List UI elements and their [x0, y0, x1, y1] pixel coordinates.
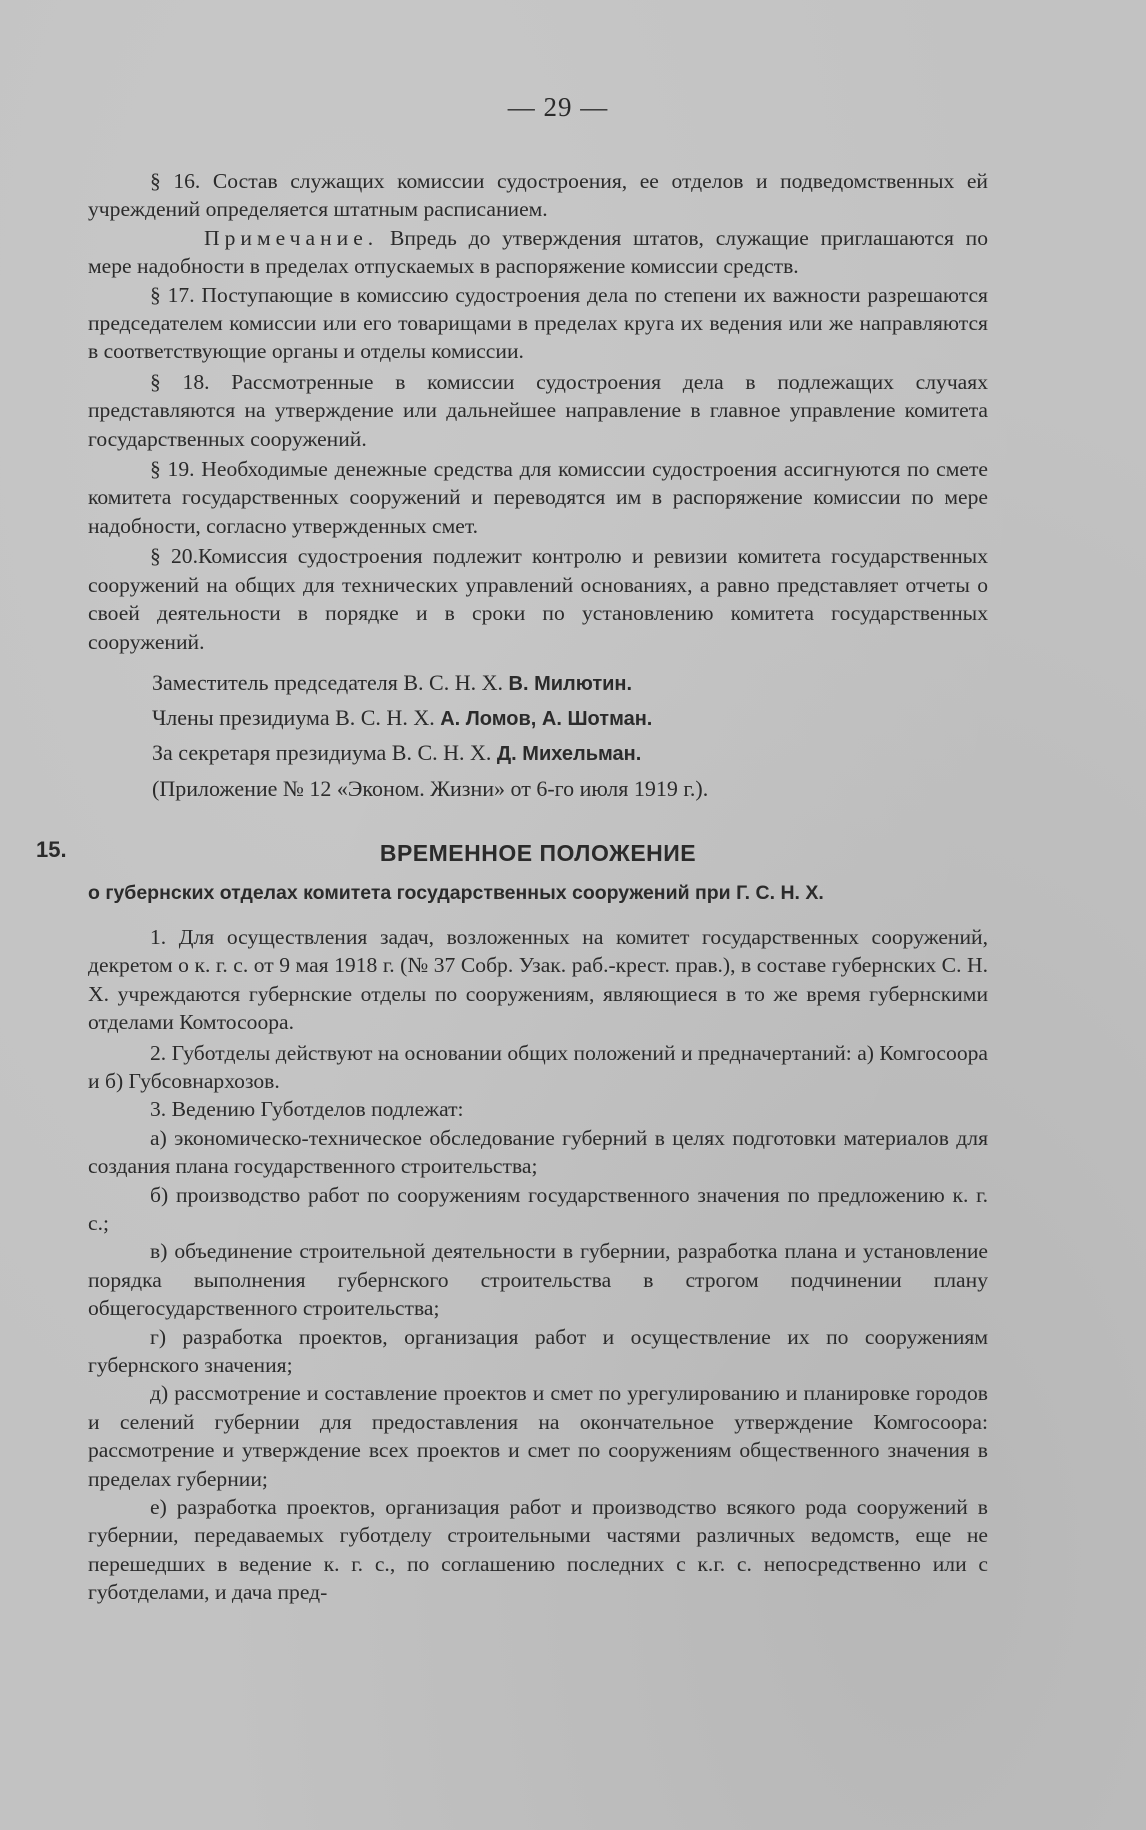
signature-title: Заместитель председателя В. С. Н. Х.	[152, 669, 504, 695]
note-text: Впредь до утверждения штатов, служащие приглашаются по мере надобности в пределах отпускаемых в распоряжение комиссии средств.	[88, 225, 988, 279]
section-heading-row	[36, 831, 988, 875]
paragraph-17: § 17. Поступающие в комиссию судостроения дела по степени их важности разрешаются председателем комиссии или его товарищами в пределах круга их ведения или же направляются в соответствующие органы и отделы комиссии.	[88, 282, 988, 364]
item-2: 2. Губотделы действуют на основании общих положений и предначертаний: а) Комгосоора и б) Губсовнархозов.	[88, 1040, 988, 1093]
paragraph-19: § 19. Необходимые денежные средства для комиссии судостроения ассигнуются по смете комитета государственных сооружений и переводятся им в распоряжение комиссии по мере надобности, согласно утвержденных смет.	[88, 457, 988, 538]
paragraph-18: § 18. Рассмотренные в комиссии судостроения дела в подлежащих случаях представляются на утверждение или дальнейшее направление в главное управление комитета государственных сооружений.	[88, 369, 988, 451]
page-number: — 29 —	[507, 92, 609, 122]
item-3a: а) экономическо-техническое обследование губерний в целях подготовки материалов для создания плана государственного строительства;	[88, 1125, 988, 1179]
signature-name: А. Ломов, А. Шотман.	[440, 707, 653, 730]
source-note: (Приложение № 12 «Эконом. Жизни» от 6-го июля 1919 г.).	[152, 775, 709, 801]
page-content	[36, 92, 988, 1607]
item-3e: е) разработка проектов, организация работ и производство всякого рода сооружений в губернии, передаваемых губотделу строительными частями различных ведомств, еще не перешедших в ведение к. г. с., по соглашению последних с к.г. с. непосредственно или с губотделами, и дача пред-	[88, 1495, 988, 1605]
note-paragraph	[88, 224, 988, 281]
signature-title: Члены президиума В. С. Н. Х.	[152, 704, 435, 730]
item-3: 3. Ведению Губотделов подлежат:	[150, 1097, 464, 1122]
signature-secretary	[88, 736, 988, 771]
section-title: ВРЕМЕННОЕ ПОЛОЖЕНИЕ	[379, 839, 697, 866]
signature-presidium-members	[88, 701, 988, 736]
item-3v: в) объединение строительной деятельности в губернии, разработка плана и установление порядка выполнения губернского строительства в строгом подчинении плану общегосударственного строительства;	[88, 1239, 988, 1321]
section-subtitle: о губернских отделах комитета государственных сооружений при Г. С. Н. Х.	[88, 881, 824, 904]
item-3d: д) рассмотрение и составление проектов и смет по урегулированию и планировке городов и селений губернии для предоставления на окончательное утверждение Комгосоора: рассмотрение и утверждение всех проектов и смет по сооружениям общественного значения в пределах губернии;	[88, 1381, 988, 1491]
item-3g: г) разработка проектов, организация работ и осуществление их по сооружениям губернского значения;	[88, 1324, 988, 1377]
signature-title: За секретаря президиума В. С. Н. Х.	[152, 739, 492, 765]
section-number: 15.	[36, 836, 67, 862]
paragraph-20: § 20.Комиссия судостроения подлежит контролю и ревизии комитета государственных сооружений на общих для технических управлений основаниях, а равно представляет отчеты о своей деятельности в порядке и в сроки по установлению комитета государственных сооружений.	[88, 544, 988, 654]
paragraph-16: § 16. Состав служащих комиссии судостроения, ее отделов и подведомственных ей учреждений определяется штатным расписанием.	[88, 169, 988, 222]
note-label: Примечание.	[204, 225, 379, 250]
signature-name: Д. Михельман.	[496, 742, 642, 765]
signature-block	[88, 666, 988, 771]
item-1: 1. Для осуществления задач, возложенных на комитет государственных сооружений, декретом о к. г. с. от 9 мая 1918 г. (№ 37 Собр. Узак. раб.-крест. прав.), в составе губернских С. Н. Х. учреждаются губернские отделы по сооружениям, являющиеся в то же время губернскими отделами Комтосоора.	[88, 924, 988, 1035]
item-3b: б) производство работ по сооружениям государственного значения по предложению к. г. с.;	[88, 1182, 988, 1235]
signature-name: В. Милютин.	[508, 672, 633, 695]
signature-deputy-chairman	[88, 666, 988, 701]
